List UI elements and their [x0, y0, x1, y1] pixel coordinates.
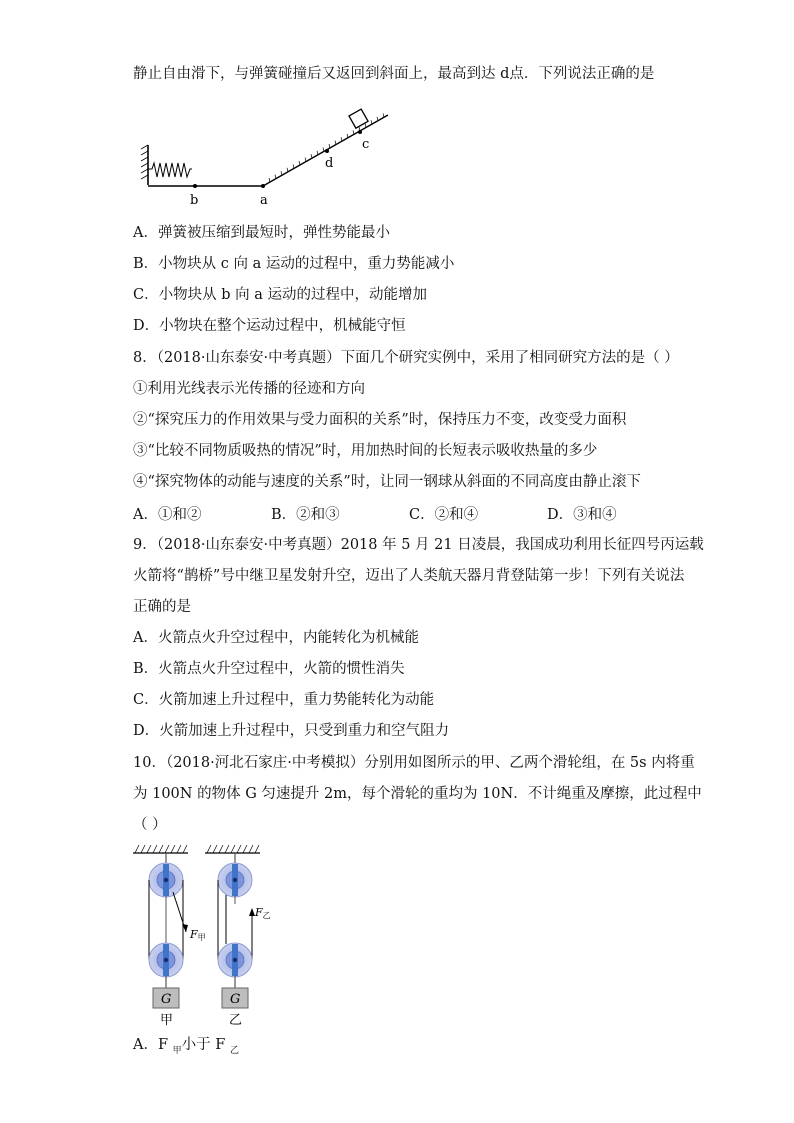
q9-stem-line-2: 火箭将“鹊桥”号中继卫星发射升空，迈出了人类航天器月背登陆第一步！下列有关说法: [133, 568, 685, 584]
label-c: c: [362, 137, 370, 152]
q9-option-a: A．火箭点火升空过程中，内能转化为机械能: [133, 630, 419, 646]
caption-yi: 乙: [229, 1013, 243, 1028]
q8-options: [133, 503, 685, 524]
q9-option-b: B．火箭点火升空过程中，火箭的惯性消失: [133, 661, 405, 677]
force-label-jia: F甲: [190, 928, 206, 942]
q7-stem-tail: 静止自由滑下，与弹簧碰撞后又返回到斜面上，最高到达 d点．下列说法正确的是: [133, 66, 655, 82]
q7-option-d: D．小物块在整个运动过程中，机械能守恒: [133, 318, 406, 334]
q8-item-1: ①利用光线表示光传播的径迹和方向: [133, 381, 365, 397]
q7-option-b: B．小物块从 c 向 a 运动的过程中，重力势能减小: [133, 256, 455, 272]
q10-stem-line-3: （ ）: [133, 817, 167, 833]
label-a: a: [260, 193, 268, 208]
q8-item-4: ④“探究物体的动能与速度的关系”时，让同一钢球从斜面的不同高度由静止滚下: [133, 474, 641, 490]
pulley-system-jia: [149, 853, 206, 1028]
label-d: d: [325, 156, 334, 171]
q8-option-a: A．①和②: [133, 507, 202, 523]
incline-spring-figure: [140, 105, 395, 210]
q8-item-3: ③“比较不同物质吸热的情况”时，用加热时间的长短表示吸收热量的多少: [133, 443, 598, 459]
weight-label-jia: G: [161, 992, 172, 1007]
q10-stem-line-2: 为 100N 的物体 G 匀速提升 2m，每个滑轮的重均为 10N．不计绳重及摩擦，此过程中: [133, 786, 702, 802]
q7-option-a: A．弹簧被压缩到最短时，弹性势能最小: [133, 225, 390, 241]
q9-option-c: C．火箭加速上升过程中，重力势能转化为动能: [133, 692, 435, 708]
weight-label-yi: G: [230, 992, 241, 1007]
q8-option-b: B．②和③: [271, 507, 340, 523]
q10-option-a: A．F $_甲$小于 F $_乙$: [133, 1037, 239, 1056]
pulley-system-yi: [218, 853, 271, 1028]
caption-jia: 甲: [160, 1013, 174, 1028]
q8-option-d: D．③和④: [547, 507, 617, 523]
q9-stem-line-1: 9．（2018·山东泰安·中考真题）2018 年 5 月 21 日凌晨，我国成功利用长征四号丙运载: [133, 537, 704, 553]
q9-stem-line-3: 正确的是: [133, 599, 191, 615]
pulley-figure: [128, 840, 271, 1030]
q8-item-2: ②“探究压力的作用效果与受力面积的关系”时，保持压力不变，改变受力面积: [133, 412, 627, 428]
q9-option-d: D．火箭加速上升过程中，只受到重力和空气阻力: [133, 723, 450, 739]
force-label-yi: F乙: [255, 906, 271, 920]
q8-option-c: C．②和④: [409, 507, 479, 523]
q10-stem-line-1: 10．（2018·河北石家庄·中考模拟）分别用如图所示的甲、乙两个滑轮组，在 5s 内将重: [133, 755, 695, 771]
q8-stem: 8．（2018·山东泰安·中考真题）下面几个研究实例中，采用了相同研究方法的是（ ）: [133, 350, 679, 366]
label-b: b: [190, 193, 199, 208]
q7-option-c: C．小物块从 b 向 a 运动的过程中，动能增加: [133, 287, 427, 303]
spring: [148, 163, 192, 177]
